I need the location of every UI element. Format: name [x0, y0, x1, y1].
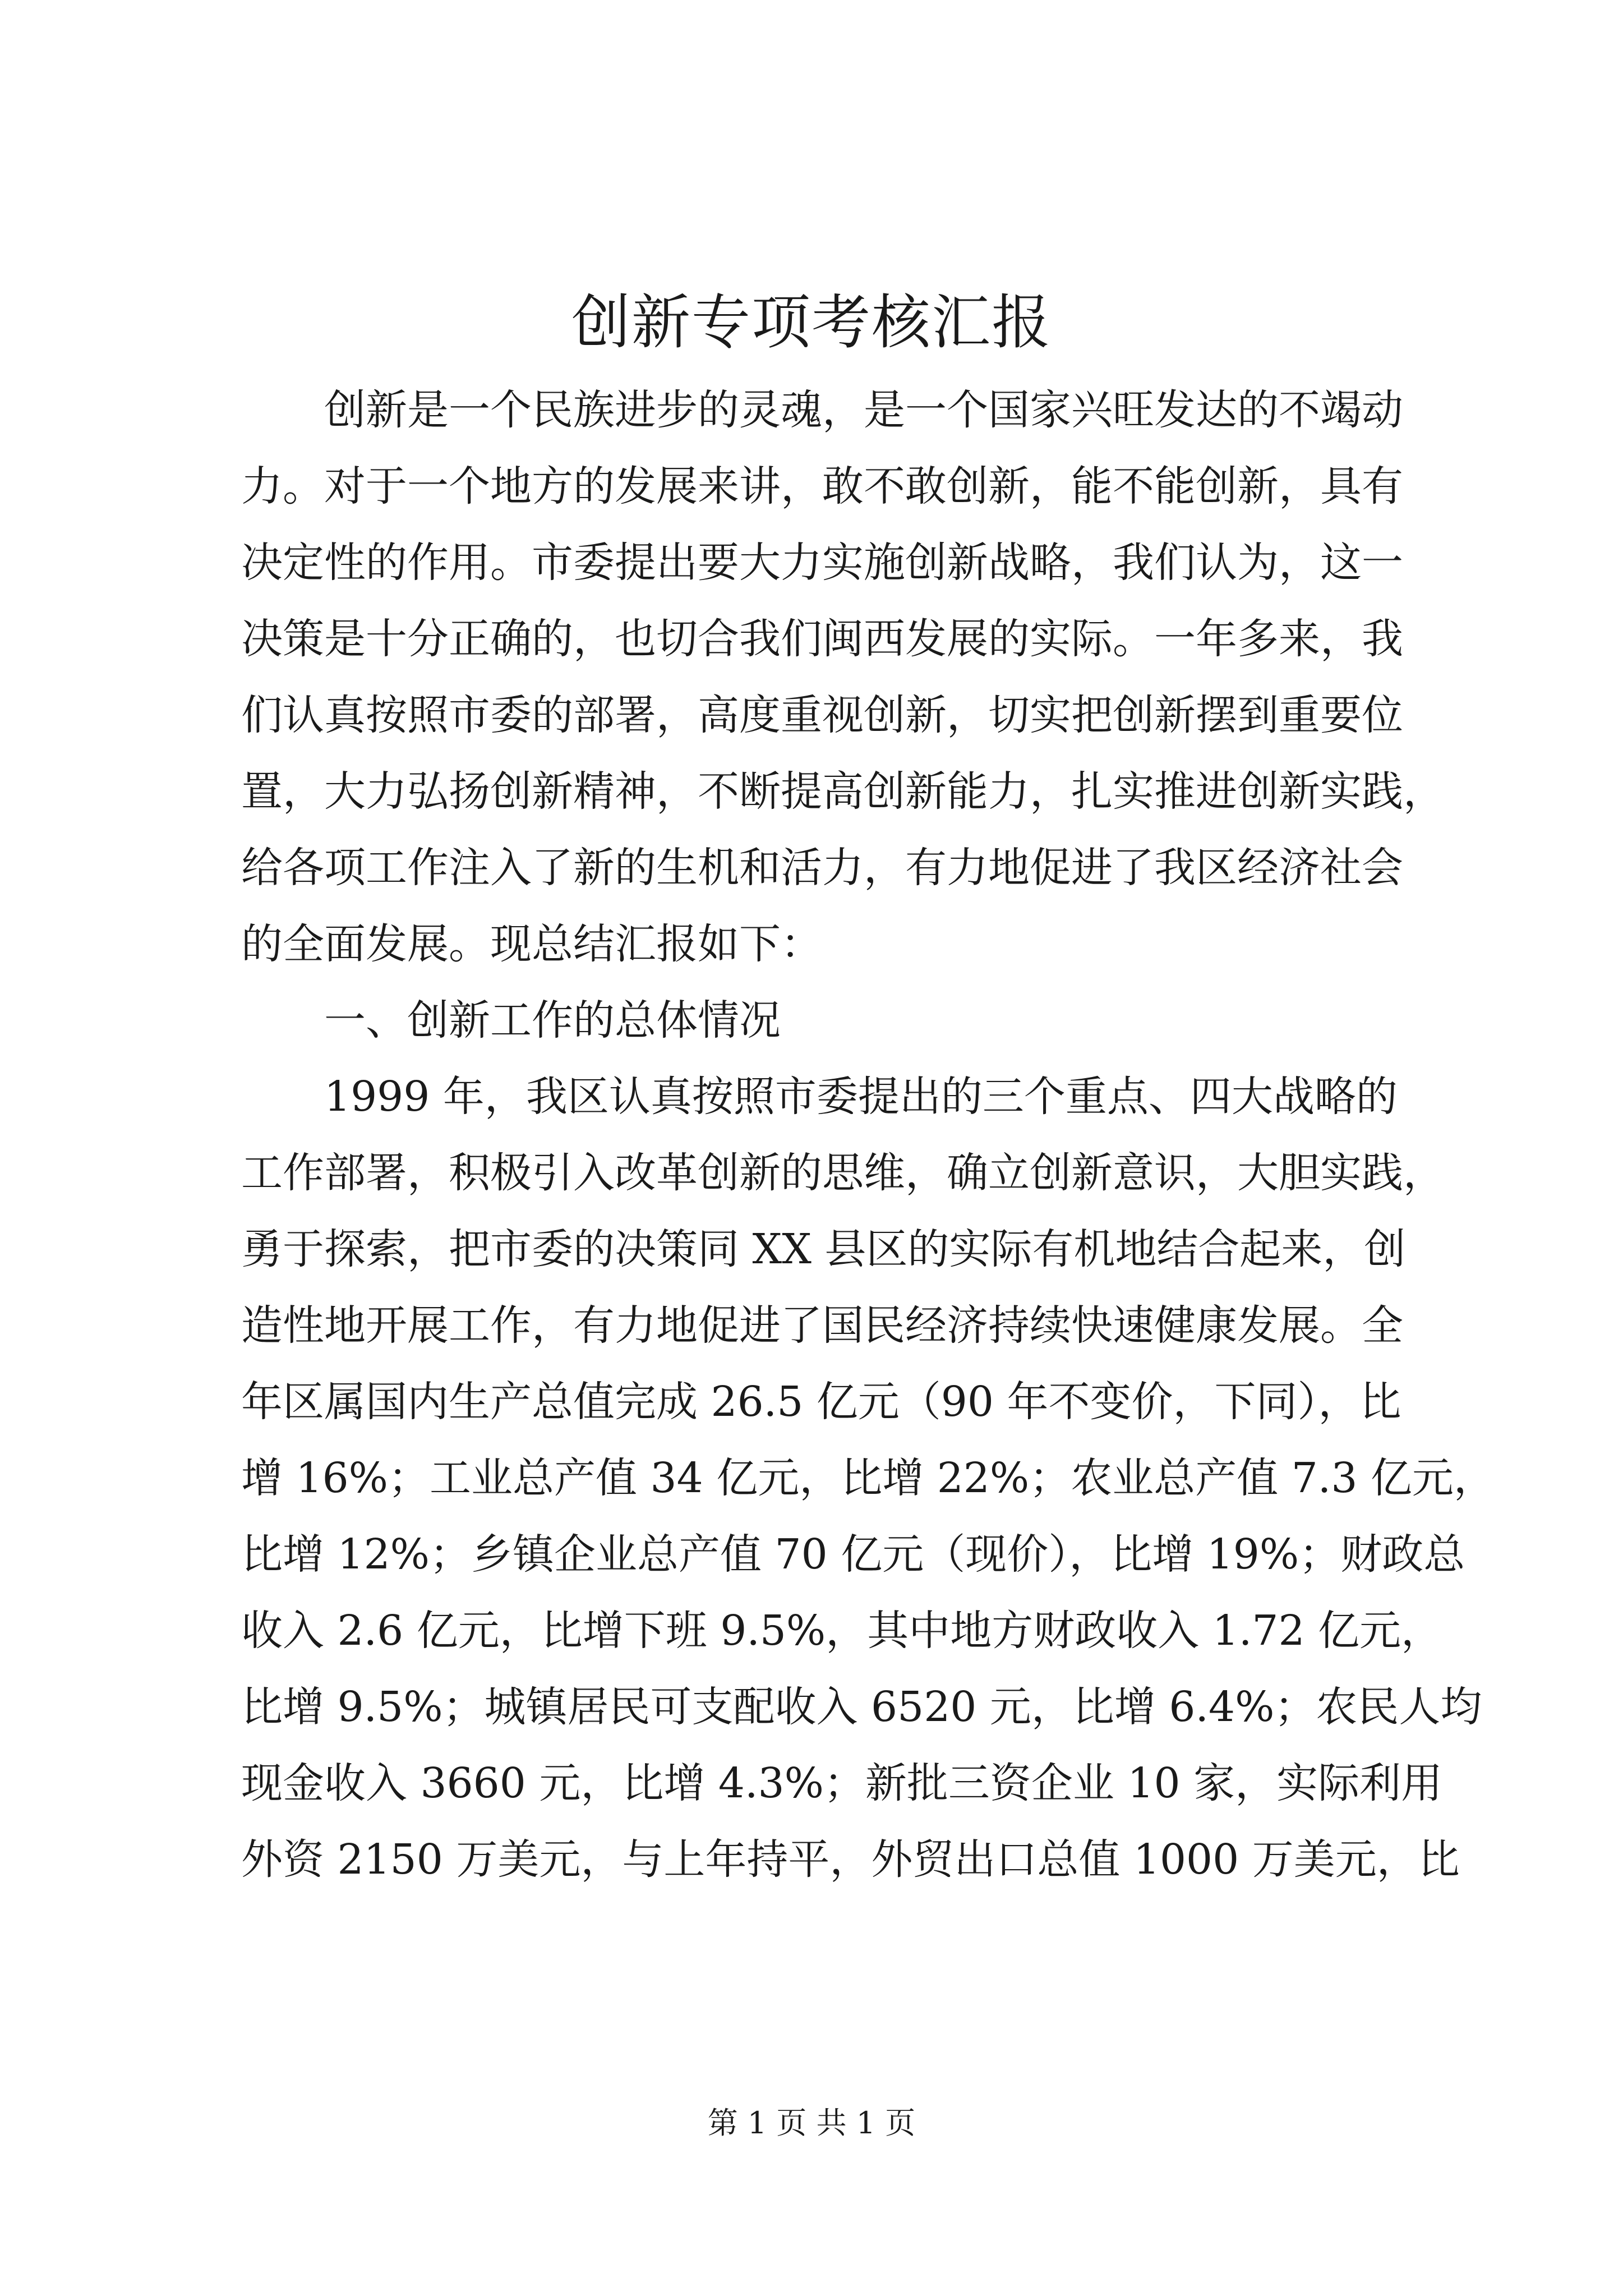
body-line: 比增 9.5%；城镇居民可支配收入 6520 元，比增 6.4%；农民人均 — [241, 1683, 1482, 1731]
body-line: 力。对于一个地方的发展来讲，敢不敢创新，能不能创新，具有 — [241, 462, 1403, 510]
body-line: 给各项工作注入了新的生机和活力，有力地促进了我区经济社会 — [241, 844, 1403, 892]
body-line: 年区属国内生产总值完成 26.5 亿元（90 年不变价，下同），比 — [241, 1378, 1401, 1426]
body-line: 比增 12%；乡镇企业总产值 70 亿元（现价），比增 19%；财政总 — [241, 1530, 1465, 1579]
body-line: 增 16%；工业总产值 34 亿元，比增 22%；农业总产值 7.3 亿元， — [241, 1454, 1495, 1502]
body-line: 工作部署，积极引入改革创新的思维，确立创新意识，大胆实践， — [241, 1149, 1445, 1197]
body-line: 收入 2.6 亿元，比增下班 9.5%，其中地方财政收入 1.72 亿元， — [241, 1607, 1443, 1655]
body-line: 1999 年，我区认真按照市委提出的三个重点、四大战略的 — [241, 1073, 1398, 1121]
body-line: 勇于探索，把市委的决策同 XX 县区的实际有机地结合起来，创 — [241, 1225, 1406, 1273]
body-line: 造性地开展工作，有力地促进了国民经济持续快速健康发展。全 — [241, 1301, 1403, 1350]
body-line: 外资 2150 万美元，与上年持平，外贸出口总值 1000 万美元，比 — [241, 1835, 1460, 1884]
body-line: 创新是一个民族进步的灵魂，是一个国家兴旺发达的不竭动 — [241, 386, 1403, 434]
body-line: 决定性的作用。市委提出要大力实施创新战略，我们认为，这一 — [241, 539, 1403, 587]
page-footer: 第 1 页 共 1 页 — [707, 2105, 916, 2141]
document-title: 创新专项考核汇报 — [571, 288, 1052, 357]
body-line: 置，大力弘扬创新精神，不断提高创新能力，扎实推进创新实践， — [241, 767, 1445, 816]
body-line: 现金收入 3660 元，比增 4.3%；新批三资企业 10 家，实际利用 — [241, 1759, 1443, 1807]
section-heading: 一、创新工作的总体情况 — [241, 996, 781, 1045]
body-line: 的全面发展。现总结汇报如下： — [241, 920, 822, 968]
body-line: 们认真按照市委的部署，高度重视创新，切实把创新摆到重要位 — [241, 691, 1403, 739]
body-line: 决策是十分正确的，也切合我们闽西发展的实际。一年多来，我 — [241, 615, 1403, 663]
